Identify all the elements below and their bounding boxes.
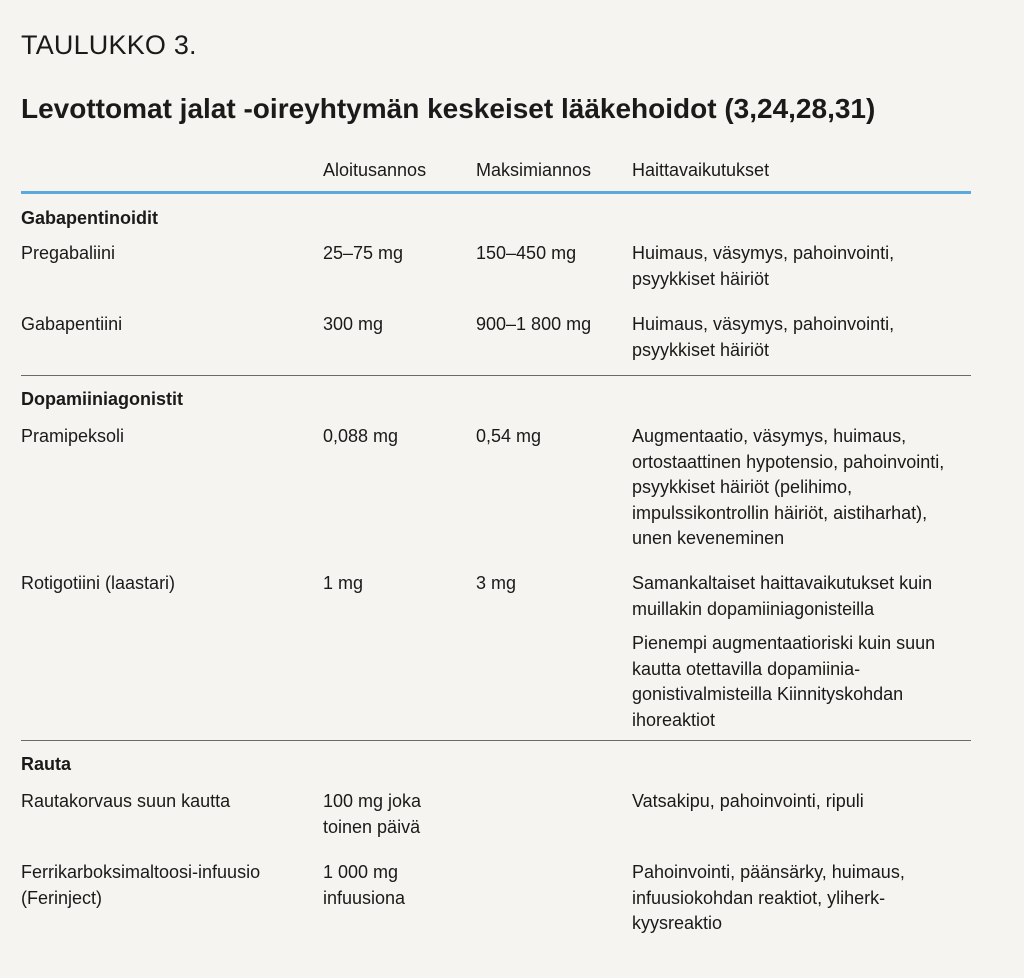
drug-table [21,158,971,940]
side-effects [632,571,962,733]
side-effects-text: Huimaus, väsymys, pahoinvointi, psyykkiset häiriöt [632,314,895,360]
header-start-dose: Aloitusannos [323,160,427,180]
table-row [21,860,971,940]
side-effects [632,424,962,552]
side-effects [632,241,962,292]
group-title: Rauta [21,754,72,774]
drug-name: Rotigotiini (laastari) [21,573,176,593]
max-dose: 150–450 mg [476,243,577,263]
start-dose: 300 mg [323,314,384,334]
side-effects-text: Augmentaatio, väsymys, huimaus, ortostaattinen hypotensio, pahoinvointi, psyykkiset häiriöt (pelihimo, impulssikontrollin häiriöt, aistiharhat), unen keveneminen [632,426,945,548]
drug-name: Ferrikarboksimaltoosi-infuusio (Ferinject) [21,862,261,908]
table-row [21,312,971,375]
max-dose: 3 mg [476,573,517,593]
table-row [21,571,971,740]
group-divider [21,740,971,741]
table-title: Levottomat jalat -oireyhtymän keskeiset lääkehoidot (3,24,28,31) [21,93,876,124]
start-dose: 25–75 mg [323,243,404,263]
header-max-dose: Maksimiannos [476,160,592,180]
side-effects-text: Pahoinvointi, päänsärky, huimaus, infuusiokohdan reaktiot, yliherkkyysreaktio [632,862,905,933]
start-dose: 1 mg [323,573,364,593]
header-side-effects: Haittavaikutukset [632,160,770,180]
drug-name: Pregabaliini [21,243,116,263]
max-dose: 0,54 mg [476,426,542,446]
drug-name: Rautakorvaus suun kautta [21,791,231,811]
table-row [21,424,971,571]
table-header [21,158,971,194]
start-dose: 0,088 mg [323,426,399,446]
side-effects [632,860,962,937]
table-label: TAULUKKO 3. [21,30,197,60]
side-effects-text: Vatsakipu, pahoinvointi, ripuli [632,791,864,811]
group-title: Gabapentinoidit [21,208,158,228]
table-row [21,789,971,860]
side-effects-text: Pienempi augmentaatioriski kuin suun kautta otettavilla dopamiiniagonistivalmisteilla Kiinnityskohdan ihoreaktiot [632,633,936,730]
side-effects [632,312,962,363]
table-row [21,241,971,312]
side-effects [632,789,962,815]
side-effects-text: Samankaltaiset haittavaikutukset kuin muillakin dopamiiniagonisteilla [632,573,933,619]
side-effects-text: Huimaus, väsymys, pahoinvointi, psyykkiset häiriöt [632,243,895,289]
start-dose: 100 mg joka toinen päivä [323,791,422,837]
group-title: Dopamiiniagonistit [21,389,183,409]
max-dose: 900–1 800 mg [476,314,592,334]
group-divider [21,375,971,376]
start-dose: 1 000 mg infuusiona [323,862,406,908]
drug-name: Pramipeksoli [21,426,125,446]
drug-name: Gabapentiini [21,314,123,334]
